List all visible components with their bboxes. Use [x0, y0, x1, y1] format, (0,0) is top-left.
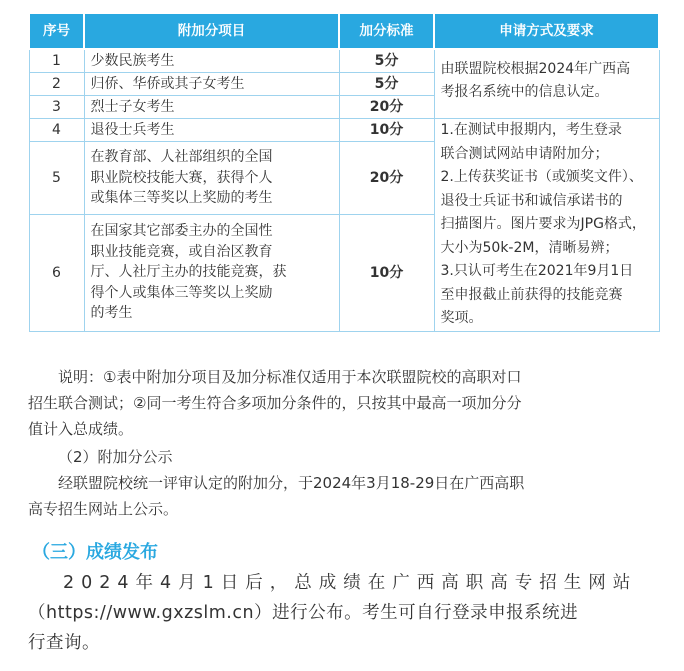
row-score: 20分	[339, 96, 434, 119]
section-title-results: （三）成绩发布	[32, 542, 158, 563]
row-item: 烈士子女考生	[84, 96, 339, 119]
row-item: 少数民族考生	[84, 49, 339, 73]
publicity-line: 高专招生网站上公示。	[28, 500, 179, 518]
note-paragraph	[28, 364, 658, 442]
results-paragraph	[28, 568, 658, 658]
requirement-line: 联合测试网站申请附加分；	[440, 145, 609, 162]
requirement-line: 扫描图片。图片要求为JPG格式，	[440, 216, 646, 232]
row-score: 10分	[339, 214, 434, 331]
row-item	[84, 142, 339, 215]
requirement-cell-1	[434, 49, 659, 119]
bonus-points-table	[28, 12, 660, 332]
note-line: 值计入总成绩。	[28, 420, 134, 438]
table-row	[29, 49, 659, 73]
row-score: 5分	[339, 49, 434, 73]
publicity-line: 经联盟院校统一评审认定的附加分，于2024年3月18-29日在广西高职	[58, 474, 525, 492]
row-number: 1	[29, 49, 84, 73]
header-score: 加分标准	[339, 13, 434, 49]
results-line: 2024年4月1日后，总成绩在广西高职高专招生网站	[63, 573, 638, 593]
results-line: （https://www.gxzslm.cn）进行公布。考生可自行登录申报系统进	[28, 603, 579, 623]
row-score: 20分	[339, 142, 434, 215]
row-number: 5	[29, 142, 84, 215]
header-requirement: 申请方式及要求	[434, 13, 659, 49]
row-item: 归侨、华侨或其子女考生	[84, 73, 339, 96]
row-item-line: 职业技能竞赛，或自治区教育	[90, 243, 273, 260]
row-item-line: 或集体三等奖以上奖励的考生	[90, 190, 273, 207]
note-line: 说明：①表中附加分项目及加分标准仅适用于本次联盟院校的高职对口	[58, 368, 522, 386]
requirement-line: 1.在测试申报期内，考生登录	[440, 122, 622, 138]
requirement-line: 退役士兵证书和诚信承诺书的	[440, 192, 623, 209]
row-item-line: 厅、人社厅主办的技能竞赛，获	[90, 264, 287, 281]
row-item-line: 在教育部、人社部组织的全国	[90, 149, 273, 166]
requirement-line: 2.上传获奖证书（或颁奖文件）、	[440, 169, 643, 185]
header-number: 序号	[29, 13, 84, 49]
requirement-cell-2	[434, 119, 659, 332]
results-line: 行查询。	[28, 633, 100, 653]
row-score: 10分	[339, 119, 434, 142]
row-item-line: 的考生	[90, 305, 133, 322]
row-number: 3	[29, 96, 84, 119]
table-row	[29, 119, 659, 142]
publicity-title: （2）附加分公示	[58, 448, 173, 466]
publicity-paragraph	[28, 444, 658, 522]
row-item-line: 职业院校技能大赛，获得个人	[90, 169, 273, 186]
row-item-line: 在国家其它部委主办的全国性	[90, 223, 273, 240]
row-item: 退役士兵考生	[84, 119, 339, 142]
requirement-line: 奖项。	[440, 310, 483, 326]
row-item-line: 得个人或集体三等奖以上奖励	[90, 284, 273, 301]
table-header-row	[29, 13, 659, 49]
note-line: 招生联合测试；②同一考生符合多项加分条件的，只按其中最高一项加分分	[28, 394, 522, 412]
header-item: 附加分项目	[84, 13, 339, 49]
requirement-line: 考报名系统中的信息认定。	[440, 84, 609, 100]
requirement-line: 大小为50k-2M，清晰易辨；	[440, 239, 619, 256]
row-item	[84, 214, 339, 331]
requirement-line: 3.只认可考生在2021年9月1日	[440, 263, 634, 279]
row-number: 4	[29, 119, 84, 142]
row-score: 5分	[339, 73, 434, 96]
requirement-line: 至申报截止前获得的技能竞赛	[440, 286, 623, 303]
requirement-line: 由联盟院校根据2024年广西高	[440, 60, 631, 77]
row-number: 6	[29, 214, 84, 331]
row-number: 2	[29, 73, 84, 96]
